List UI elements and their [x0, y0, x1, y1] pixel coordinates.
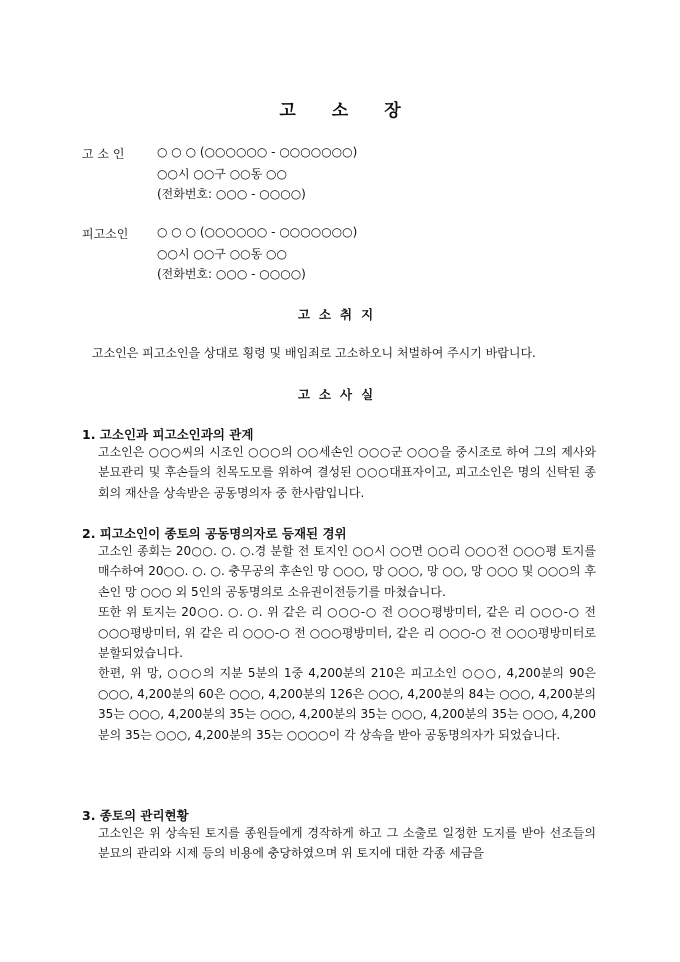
purpose-heading: 고소취지 [297, 307, 383, 322]
section-3-body [98, 823, 596, 864]
section-3-title: 3. 종토의 관리현황 [82, 808, 189, 823]
paragraph: 또한 위 토지는 20○○. ○. ○. 위 같은 리 ○○○-○ 전 ○○○평방미터, 같은 리 ○○○-○ 전 ○○○평방미터, 위 같은 리 ○○○-○ 전 ○○○평방미터, 같은 리 ○○○-○ 전 ○○○평방미터로 분할되었습니다. [98, 605, 596, 661]
section-2-title: 2. 피고소인이 종토의 공동명의자로 등재된 경위 [82, 526, 347, 541]
title-char: 장 [384, 101, 401, 121]
paragraph: 고소인은 ○○○씨의 시조인 ○○○의 ○○세손인 ○○○군 ○○○을 중시조로 하여 그의 제사와 분묘관리 및 후손들의 친목도모를 위하여 결성된 ○○○대표자이고, 피고소인은 명의 신탁된 종회의 재산을 상속받은 공동명의자 중 한사람입니다. [98, 445, 596, 500]
paragraph: 고소인은 위 상속된 토지를 종원들에게 경작하게 하고 그 소출로 일정한 도지를 받아 선조들의 분묘의 관리와 시제 등의 비용에 충당하였으며 위 토지에 대한 각종 세금을 [98, 826, 596, 861]
paragraph: 고소인 종회는 20○○. ○. ○.경 분할 전 토지인 ○○시 ○○면 ○○리 ○○○전 ○○○평 토지를 매수하여 20○○. ○. ○. 충무공의 후손인 망 ○○○, 망 ○○○, 망 ○○, 망 ○○○ 및 ○○○의 후손인 망 ○○○ 외 5인의 공동명의로 소유권이전등기를 마쳤습니다. [98, 544, 596, 599]
defendant-address: ○○시 ○○구 ○○동 ○○ [157, 247, 287, 261]
section-1-title: 1. 고소인과 피고소인과의 관계 [82, 427, 254, 442]
complainant-label: 고 소 인 [82, 147, 125, 161]
title-char: 고 [279, 101, 296, 121]
title-char: 소 [331, 101, 349, 121]
facts-heading: 고소사실 [297, 387, 383, 402]
section-2-body [98, 541, 596, 745]
defendant-phone: (전화번호: ○○○ - ○○○○) [157, 267, 306, 281]
complainant-address: ○○시 ○○구 ○○동 ○○ [157, 167, 287, 181]
paragraph: 한편, 위 망, ○○○의 지분 5분의 1중 4,200분의 210은 피고소인 ○○○, 4,200분의 90은 ○○○, 4,200분의 60은 ○○○, 4,200분의 126은 ○○○, 4,200분의 84는 ○○○, 4,200분의 35는 ○○○, 4,200분의 35는 ○○○, 4,200분의 35는 ○○○, 4,200분의 35는 ○○○, 4,200분의 35는 ○○○, 4,200분의 35는 ○○○○이 각 상속을 받아 공동명의자가 되었습니다. [98, 666, 596, 742]
complainant-name-id: ○ ○ ○ (○○○○○○ - ○○○○○○○) [157, 145, 358, 159]
complainant-phone: (전화번호: ○○○ - ○○○○) [157, 187, 306, 201]
purpose-text: 고소인은 피고소인을 상대로 횡령 및 배임죄로 고소하오니 처벌하여 주시기 바랍니다. [92, 346, 536, 360]
document-title [0, 96, 680, 121]
defendant-label: 피고소인 [82, 227, 129, 241]
defendant-name-id: ○ ○ ○ (○○○○○○ - ○○○○○○○) [157, 225, 358, 239]
section-1-body [98, 442, 596, 503]
